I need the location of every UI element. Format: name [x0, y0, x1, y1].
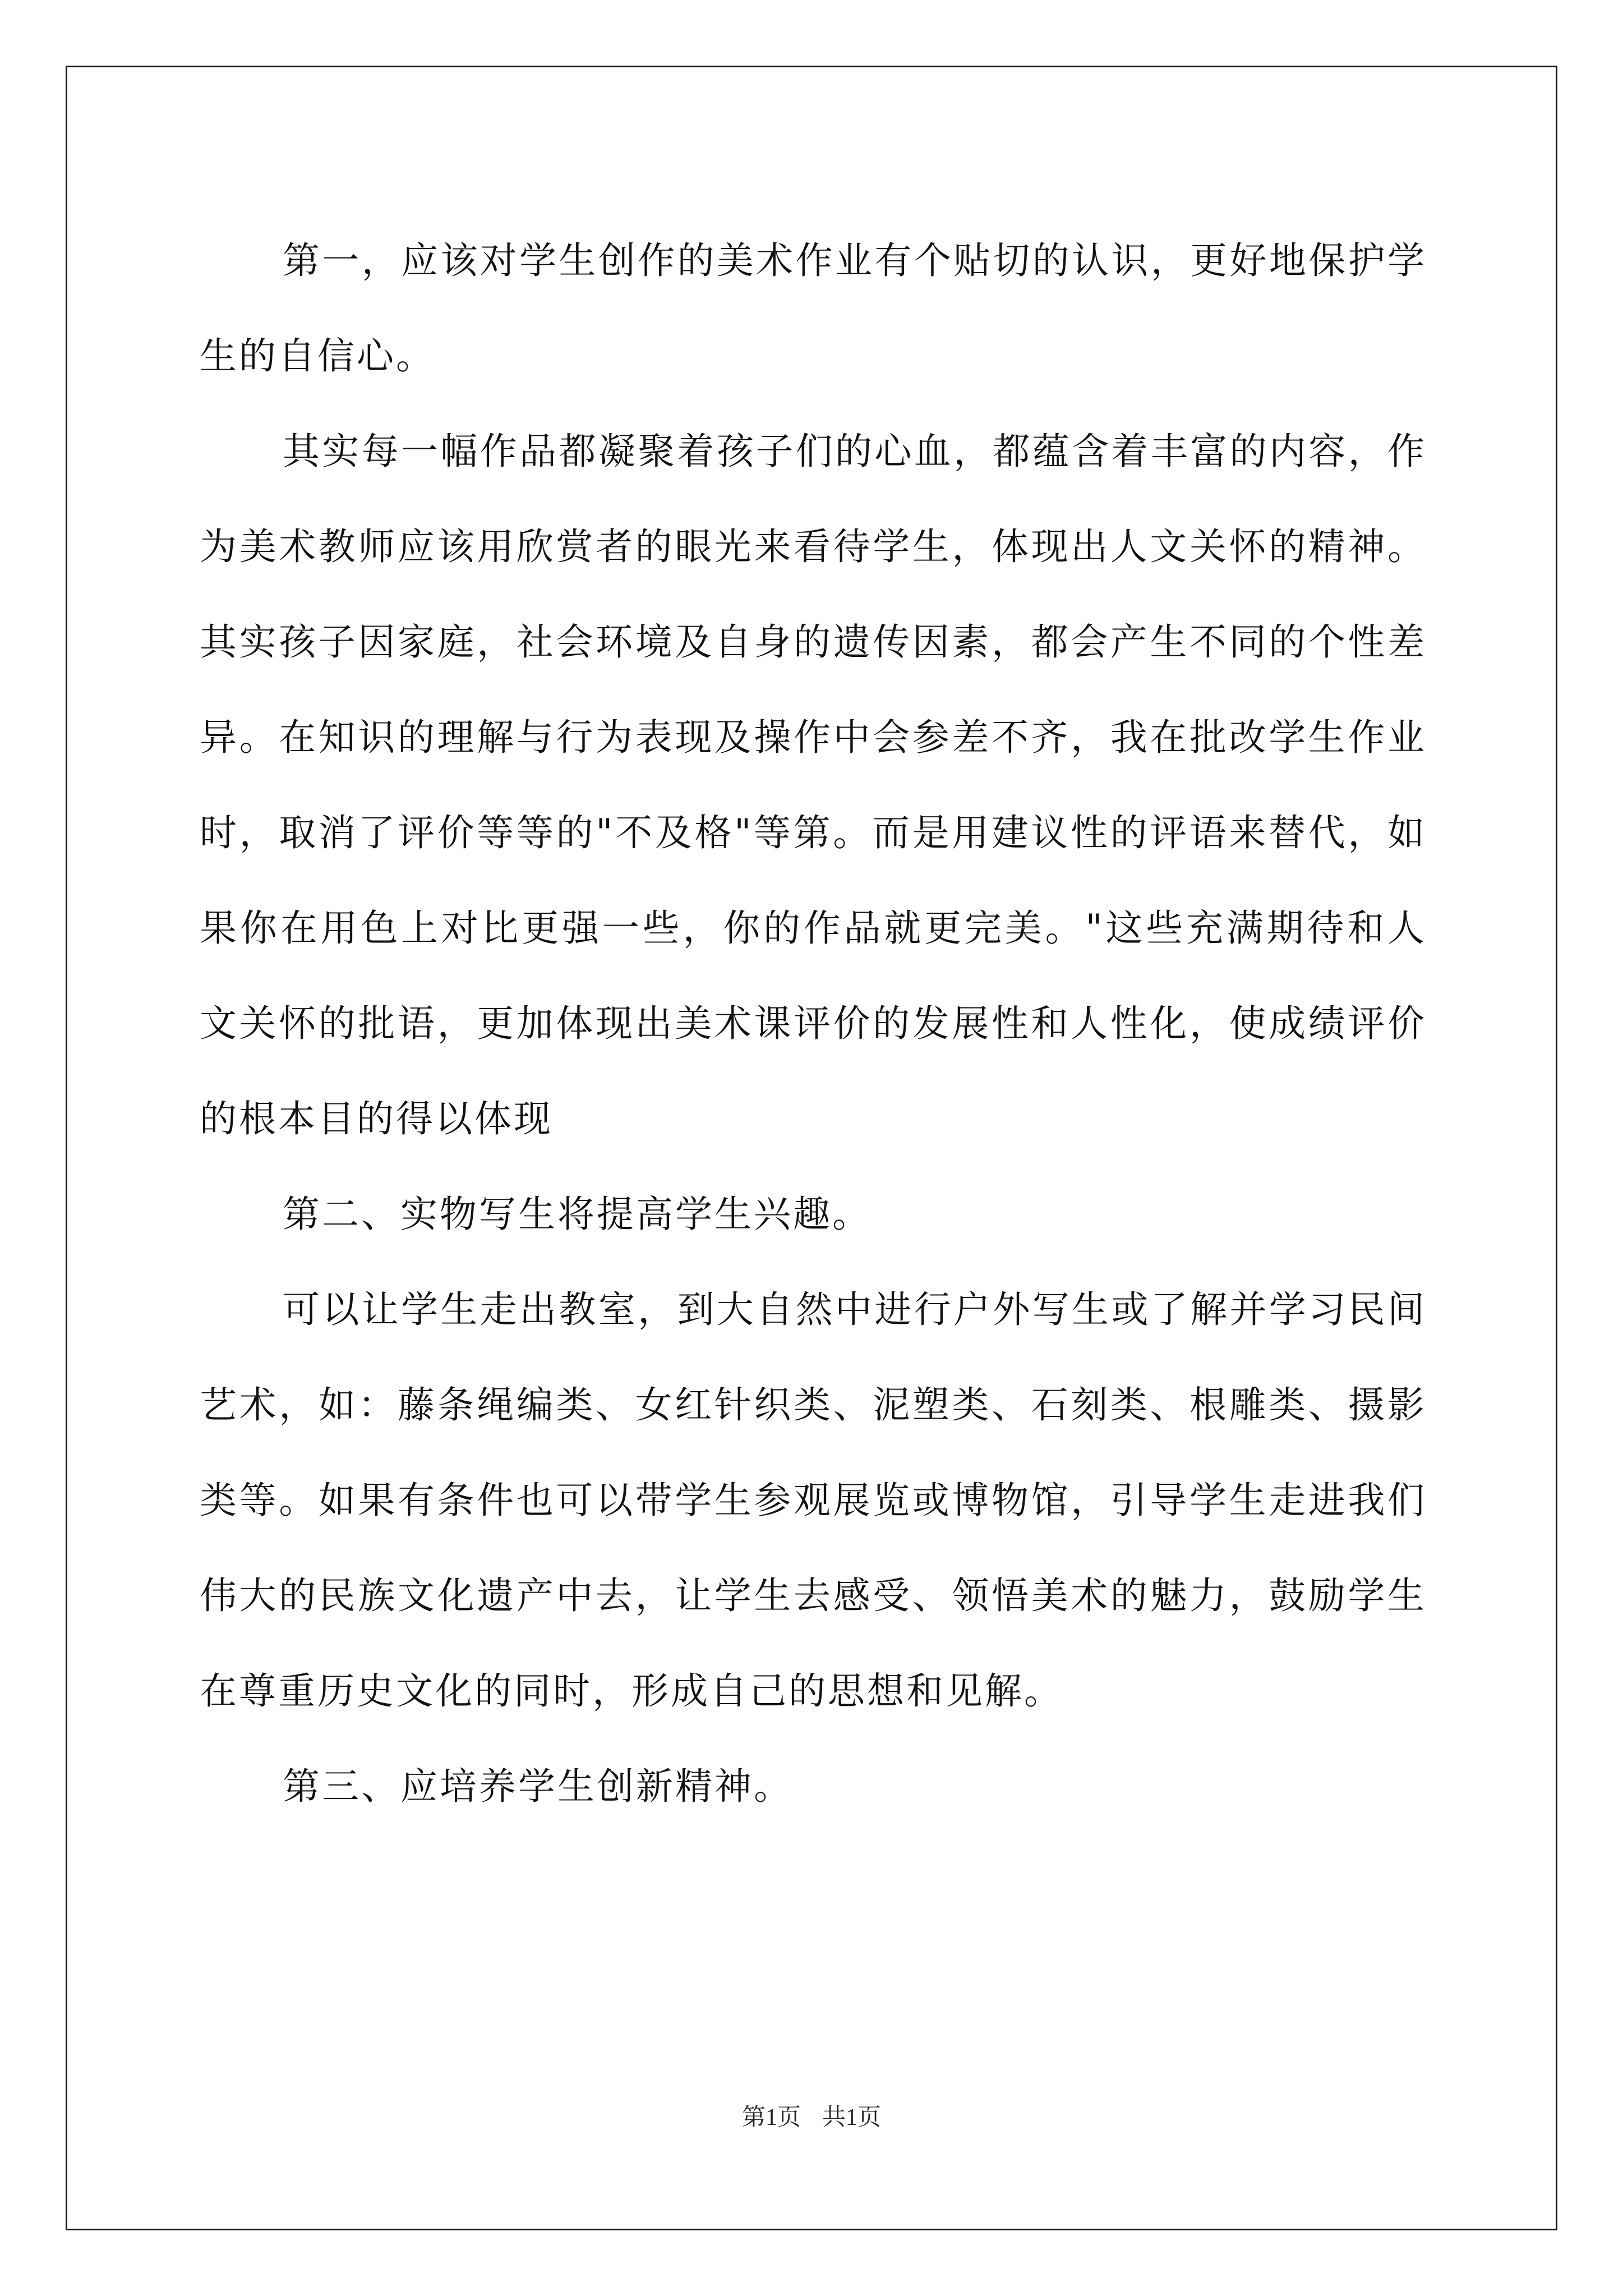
page-total: 共1页: [822, 2105, 882, 2131]
paragraph-4: 可以让学生走出教室，到大自然中进行户外写生或了解并学习民间艺术，如：藤条绳编类、女红针织类、泥塑类、石刻类、根雕类、摄影类等。如果有条件也可以带学生参观展览或博物馆，引导学生走进我们伟大的民族文化遗产中去，让学生去感受、领悟美术的魅力，鼓励学生在尊重历史文化的同时，形成自己的思想和见解。: [200, 1288, 1427, 1713]
paragraph-5: 第三、应培养学生创新精神。: [283, 1765, 793, 1808]
document-body: [200, 213, 1427, 1834]
page-footer: [0, 2101, 1623, 2134]
paragraph-2: 其实每一幅作品都凝聚着孩子们的心血，都蕴含着丰富的内容，作为美术教师应该用欣赏者的眼光来看待学生，体现出人文关怀的精神。其实孩子因家庭，社会环境及自身的遗传因素，都会产生不同的个性差异。在知识的理解与行为表现及操作中会参差不齐，我在批改学生作业时，取消了评价等等的"不及格"等第。而是用建议性的评语来替代，如果你在用色上对比更强一些，你的作品就更完美。"这些充满期待和人文关怀的批语，更加体现出美术课评价的发展性和人性化，使成绩评价的根本目的得以体现: [200, 430, 1427, 1140]
paragraph-3: 第二、实物写生将提高学生兴趣。: [283, 1193, 872, 1236]
paragraph-1: 第一，应该对学生创作的美术作业有个贴切的认识，更好地保护学生的自信心。: [200, 239, 1427, 378]
page-number: 第1页: [741, 2105, 801, 2131]
